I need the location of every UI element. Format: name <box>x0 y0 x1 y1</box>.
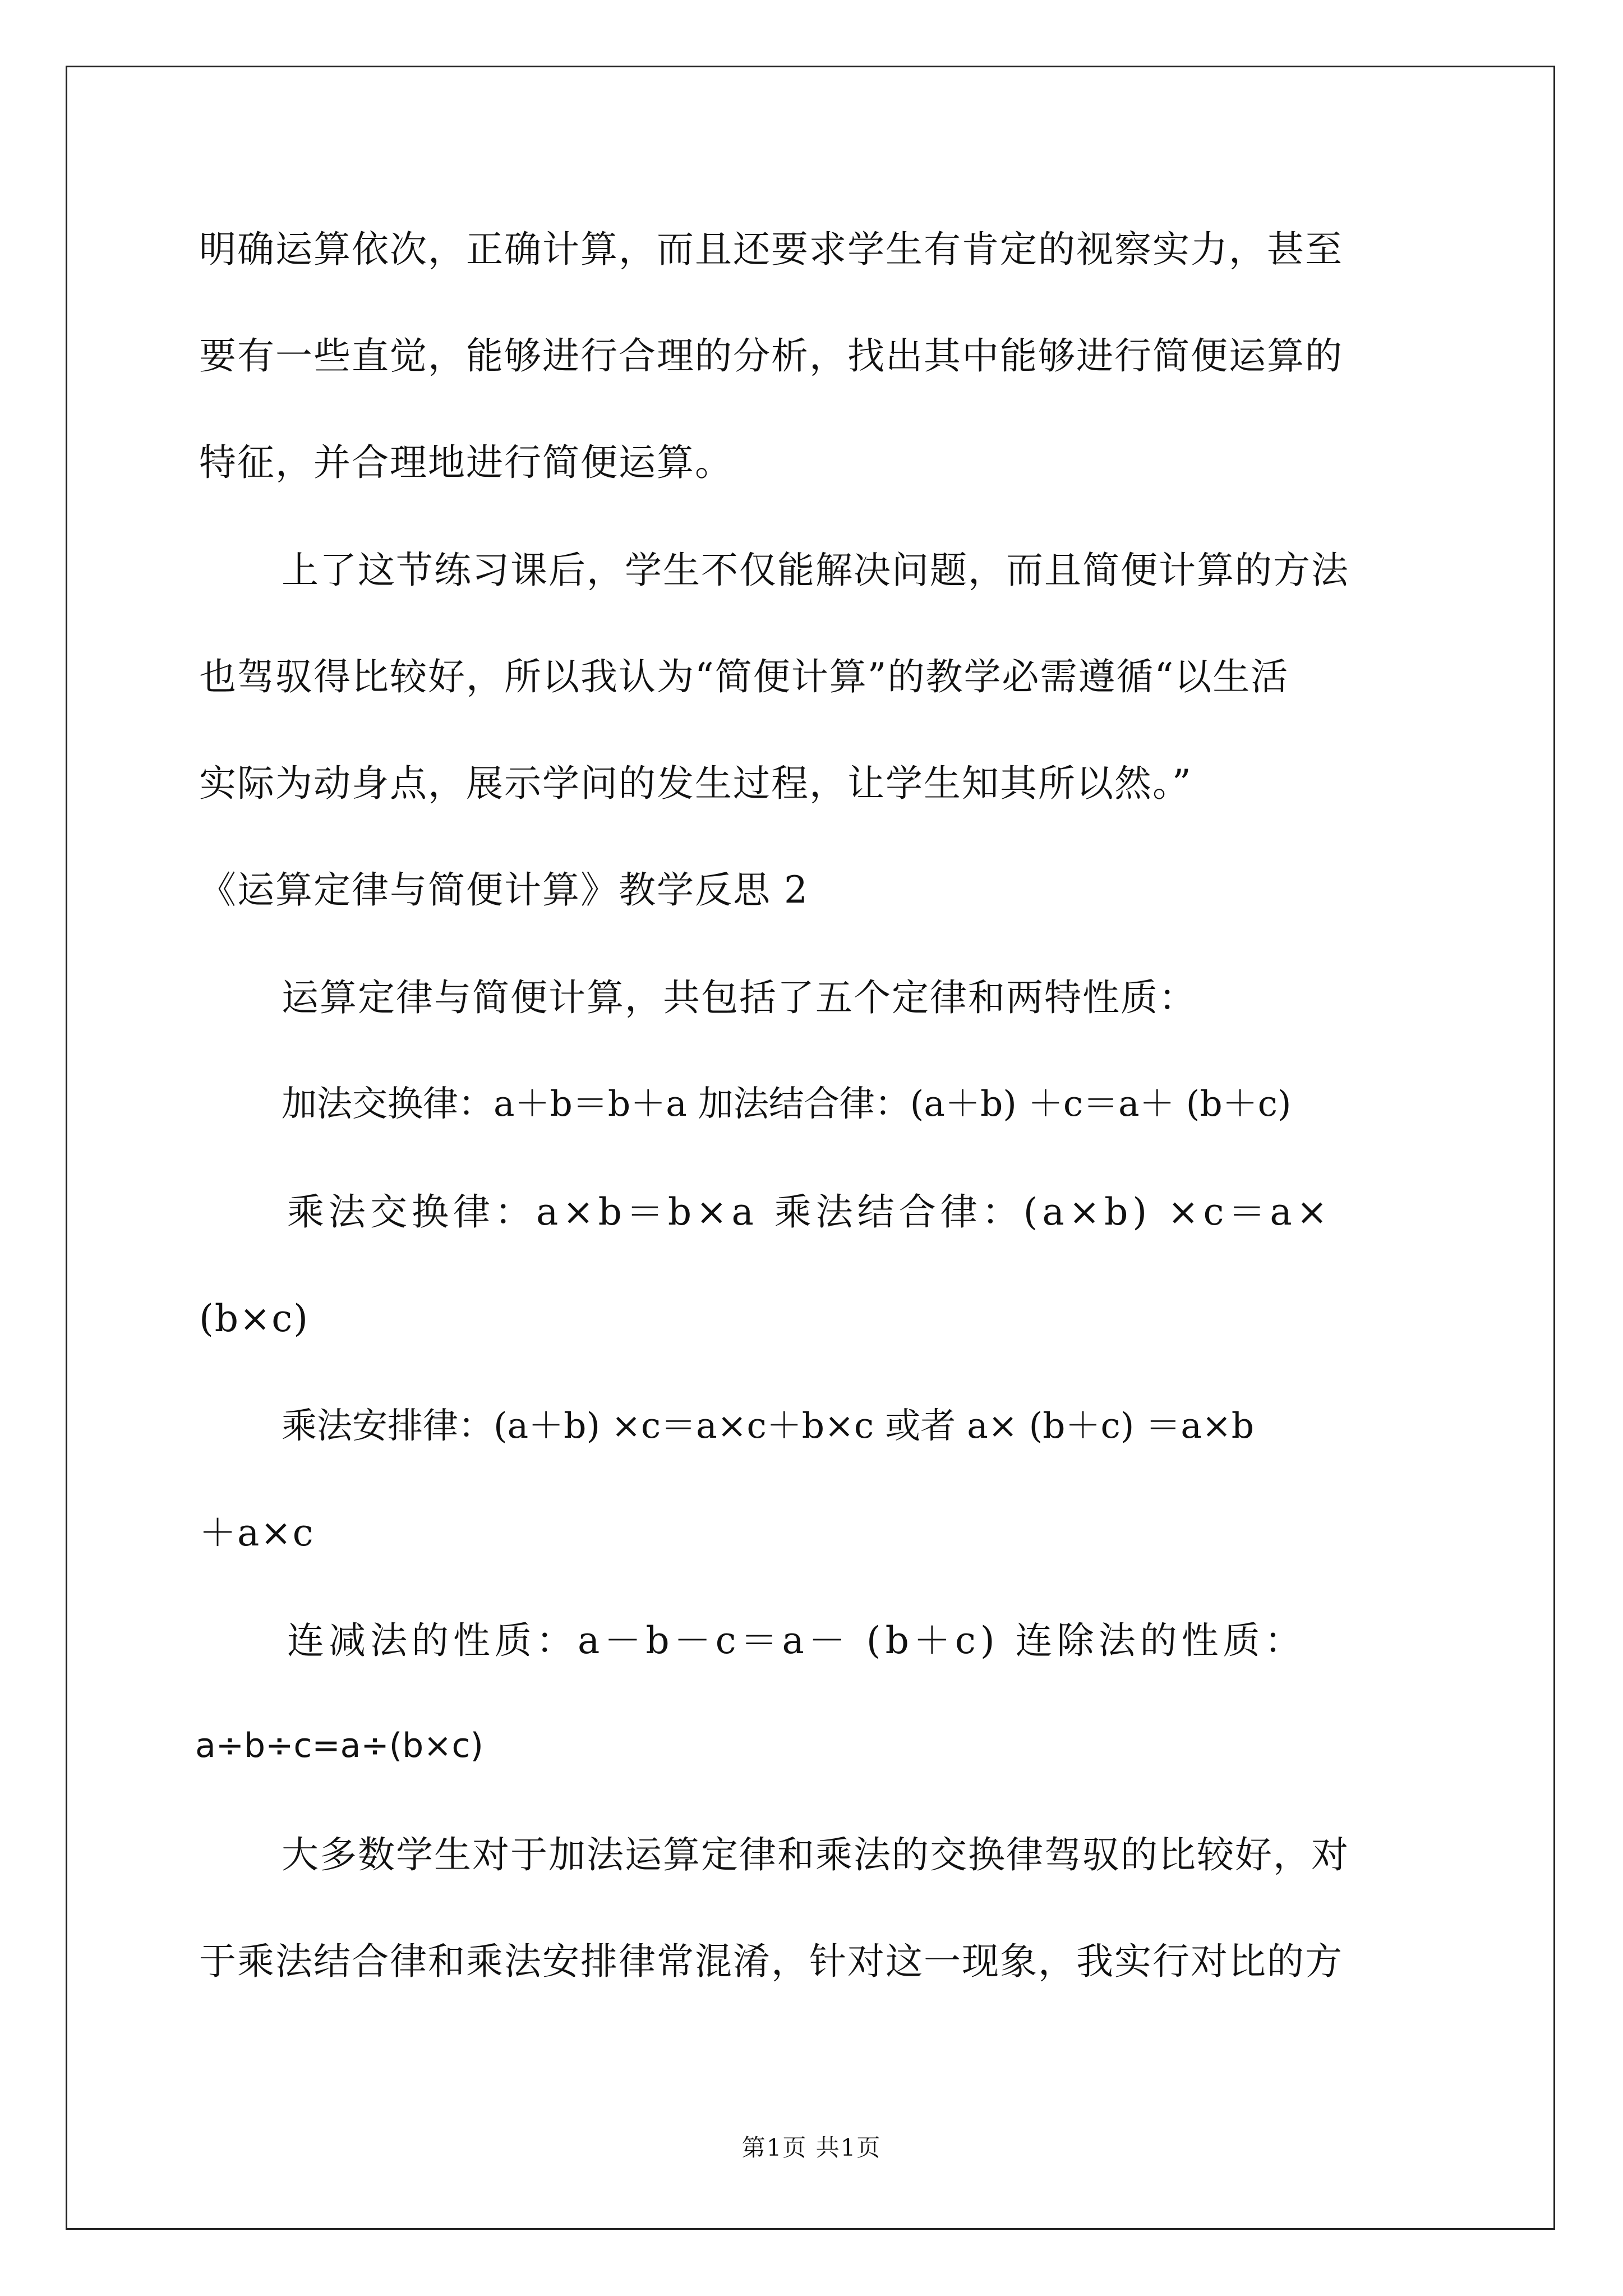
paragraph-line: 运算定律与简便计算，共包括了五个定律和两特性质： <box>282 976 1197 1019</box>
formula-line: 连减法的性质：a－b－c＝a－ (b＋c) 连除法的性质： <box>287 1619 1306 1662</box>
paragraph-line: 明确运算依次，正确计算，而且还要求学生有肯定的视察实力，甚至 <box>199 228 1343 271</box>
formula-line: 乘法安排律：(a＋b) ×c＝a×c＋b×c 或者 a× (b＋c) ＝a×b <box>282 1405 1255 1446</box>
formula-line: ＋a×c <box>199 1511 315 1554</box>
paragraph-line: 实际为动身点，展示学问的发生过程，让学生知其所以然。” <box>199 762 1192 805</box>
formula-line: 乘法交换律：a×b＝b×a 乘法结合律：(a×b) ×c＝a× <box>287 1190 1332 1234</box>
section-title: 《运算定律与简便计算》教学反思 2 <box>199 868 809 912</box>
formula-line: 加法交换律：a＋b＝b＋a 加法结合律：(a＋b) ＋c＝a＋ (b＋c) <box>282 1083 1292 1124</box>
formula-line: a÷b÷c=a÷(b×c) <box>195 1726 483 1765</box>
paragraph-line: 大多数学生对于加法运算定律和乘法的交换律驾驭的比较好，对 <box>282 1833 1349 1876</box>
formula-line: (b×c) <box>199 1297 310 1340</box>
paragraph-line: 也驾驭得比较好，所以我认为“简便计算”的教学必需遵循“以生活 <box>199 655 1289 698</box>
paragraph-line: 特征，并合理地进行简便运算。 <box>199 441 733 484</box>
paragraph-line: 要有一些直觉，能够进行合理的分析，找出其中能够进行简便运算的 <box>199 334 1343 378</box>
page-number-footer: 第1页 共1页 <box>741 2134 882 2161</box>
paragraph-line: 上了这节练习课后，学生不仅能解决问题，而且简便计算的方法 <box>282 549 1349 592</box>
page-border <box>66 66 1555 2230</box>
paragraph-line: 于乘法结合律和乘法安排律常混淆，针对这一现象，我实行对比的方 <box>199 1940 1343 1983</box>
